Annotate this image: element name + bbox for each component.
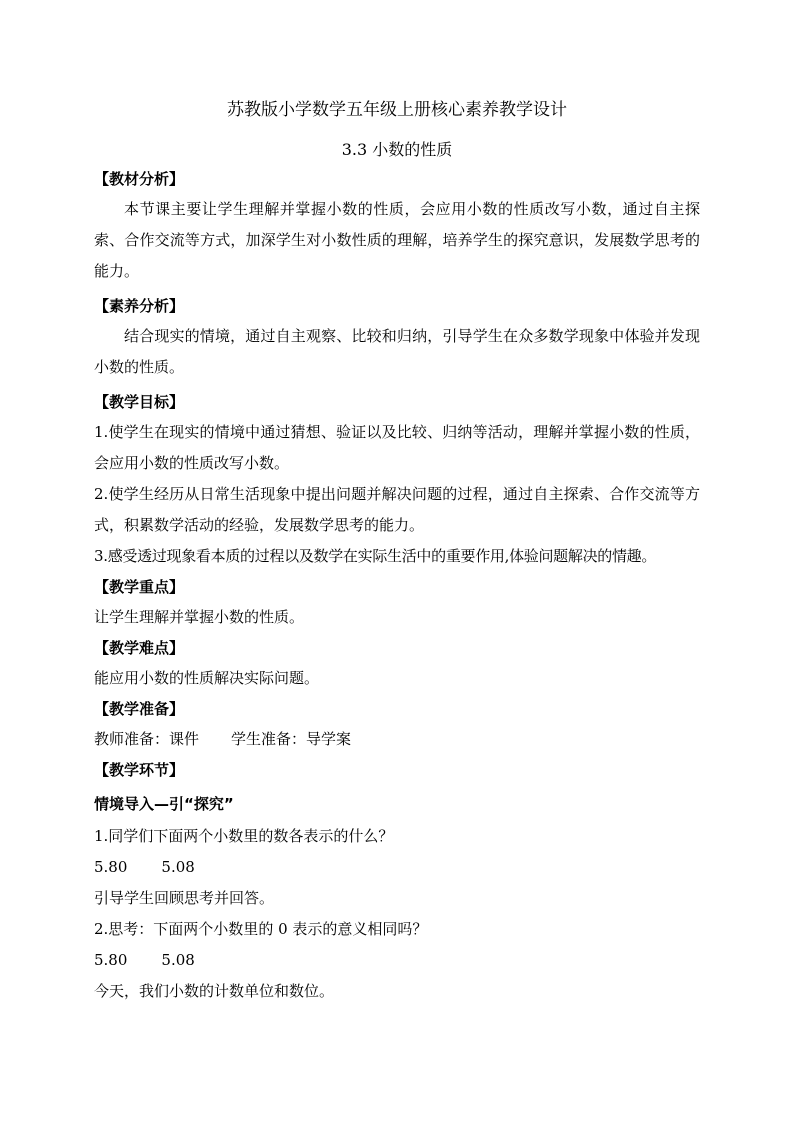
section-heading-prep: 【教学准备】 <box>94 700 185 718</box>
question-2: 2.思考：下面两个小数里的 0 表示的意义相同吗？ <box>94 920 428 938</box>
question-1-note: 引导学生回顾思考并回答。 <box>94 889 275 907</box>
goal-item-1: 1.使学生在现实的情境中通过猜想、验证以及比较、归纳等活动，理解并掌握小数的性质，会应用小数的性质改写小数。 <box>94 423 700 472</box>
literacy-text: 结合现实的情境，通过自主观察、比较和归纳，引导学生在众多数学现象中体验并发现小数的性质。 <box>94 327 700 376</box>
prep-line <box>94 724 700 755</box>
question-1-numbers <box>94 852 700 883</box>
section-heading-literacy: 【素养分析】 <box>94 297 185 315</box>
document-title: 苏教版小学数学五年级上册核心素养教学设计 <box>227 100 567 120</box>
section-heading-process: 【教学环节】 <box>94 761 185 779</box>
goal-item-2: 2.使学生经历从日常生活现象中提出问题并解决问题的过程，通过自主探索、合作交流等方式，积累数学活动的经验，发展数学思考的能力。 <box>94 485 700 534</box>
lesson-title: 3.3 小数的性质 <box>341 140 453 159</box>
closing-text: 今天，我们小数的计数单位和数位。 <box>94 982 335 1000</box>
q1-number-a: 5.80 <box>94 858 128 876</box>
question-2-numbers <box>94 945 700 976</box>
section-heading-analysis: 【教材分析】 <box>94 170 185 188</box>
section-heading-key: 【教学重点】 <box>94 578 185 596</box>
prep-student: 学生准备：导学案 <box>231 730 352 748</box>
intro-heading: 情境导入—引“探究” <box>94 795 234 813</box>
q2-number-a: 5.80 <box>94 951 128 969</box>
difficulty-text: 能应用小数的性质解决实际问题。 <box>94 669 320 687</box>
analysis-text: 本节课主要让学生理解并掌握小数的性质，会应用小数的性质改写小数，通过自主探索、合作交流等方式，加深学生对小数性质的理解，培养学生的探究意识，发展数学思考的能力。 <box>94 200 700 280</box>
question-1: 1.同学们下面两个小数里的数各表示的什么？ <box>94 827 394 845</box>
q2-number-b: 5.08 <box>161 951 195 969</box>
key-text: 让学生理解并掌握小数的性质。 <box>94 608 305 626</box>
document-page <box>94 98 700 1007</box>
q1-number-b: 5.08 <box>161 858 195 876</box>
prep-teacher: 教师准备：课件 <box>94 730 200 748</box>
goal-item-3: 3.感受透过现象看本质的过程以及数学在实际生活中的重要作用,体验问题解决的情趣。 <box>94 547 657 565</box>
section-heading-goals: 【教学目标】 <box>94 393 185 411</box>
section-heading-difficulty: 【教学难点】 <box>94 639 185 657</box>
